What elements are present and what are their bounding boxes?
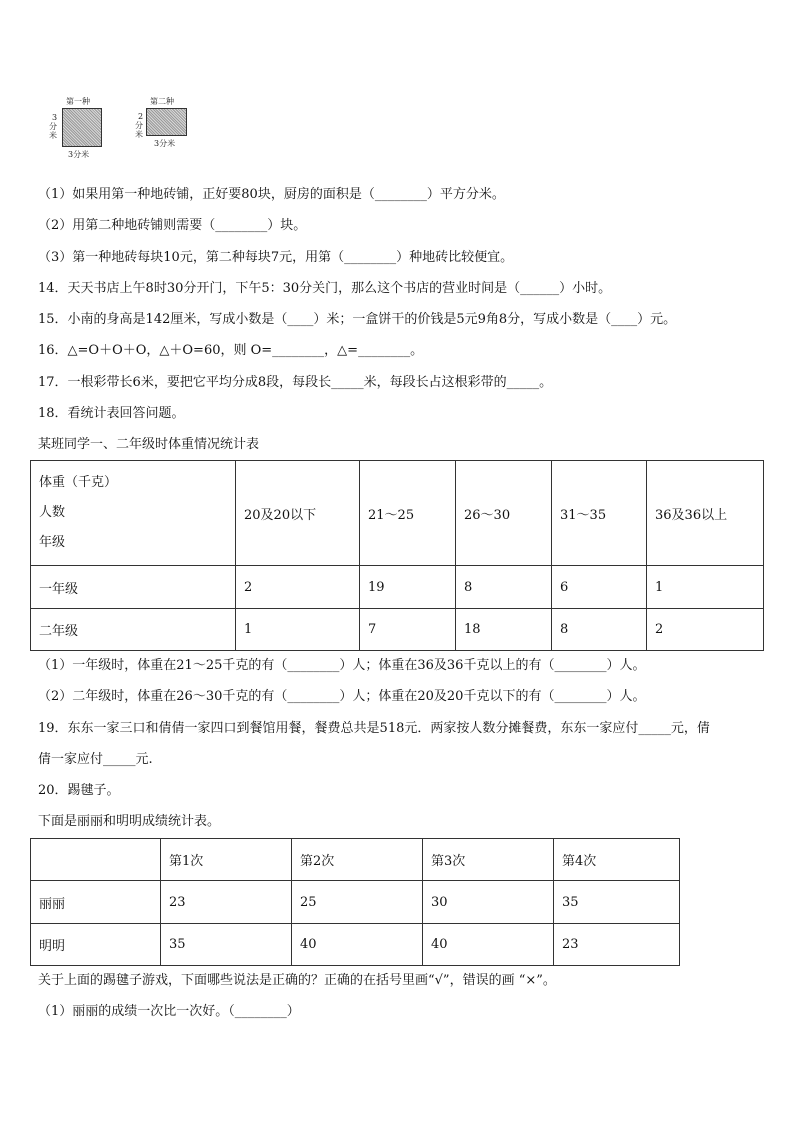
row-label: 一年级: [31, 566, 236, 609]
table-cell: 8: [552, 609, 647, 651]
table-cell: 35: [161, 924, 292, 966]
tile1-side-number: 3: [52, 113, 58, 122]
row-label: 明明: [31, 924, 161, 966]
q13-part3: （3）第一种地砖每块10元，第二种每块7元，用第（________）种地砖比较便宜。: [38, 250, 514, 265]
q13-part2: （2）用第二种地砖铺则需要（________）块。: [38, 218, 307, 233]
table-row: [31, 566, 764, 609]
shuttlecock-corner: [31, 839, 161, 881]
weight-table: [30, 460, 764, 651]
table-cell: 2: [236, 566, 360, 609]
table-row: [31, 881, 680, 924]
weight-table-corner: [31, 461, 236, 566]
q20: 20．踢毽子。: [38, 783, 120, 798]
table-cell: 1: [236, 609, 360, 651]
table-cell: 8: [456, 566, 552, 609]
table-cell: 18: [456, 609, 552, 651]
table-cell: 2: [647, 609, 764, 651]
q18-part2: （2）二年级时，体重在26～30千克的有（________）人；体重在20及20千克以下的有（________）人。: [38, 689, 646, 704]
column-header: 第4次: [554, 839, 680, 881]
column-header: 第1次: [161, 839, 292, 881]
table-cell: 35: [554, 881, 680, 924]
table-cell: 40: [292, 924, 423, 966]
table-cell: 25: [292, 881, 423, 924]
column-header: 31～35: [552, 461, 647, 566]
q20-part1: （1）丽丽的成绩一次比一次好。（________）: [38, 1004, 300, 1019]
tile1-bottom-label: 3分米: [68, 150, 90, 159]
tile1-side-unit: 分米: [49, 122, 57, 140]
q18-table-title: 某班同学一、二年级时体重情况统计表: [38, 437, 260, 452]
row-label: 二年级: [31, 609, 236, 651]
table-cell: 40: [423, 924, 554, 966]
q19-line1: 19．东东一家三口和倩倩一家四口到餐馆用餐，餐费总共是518元．两家按人数分摊餐费，东东一家应付_____元，倩: [38, 721, 710, 736]
q15: 15．小南的身高是142厘米，写成小数是（____）米；一盒饼干的价钱是5元9角8分，写成小数是（____）元。: [38, 312, 677, 327]
q20-table-title: 下面是丽丽和明明成绩统计表。: [38, 814, 221, 829]
tile2-bottom-label: 3分米: [154, 139, 176, 148]
column-header: 26～30: [456, 461, 552, 566]
q17: 17．一根彩带长6米，要把它平均分成8段，每段长_____米，每段长占这根彩带的_____。: [38, 375, 553, 390]
q20-instruction: 关于上面的踢毽子游戏，下面哪些说法是正确的？正确的在括号里画“√”，错误的画 “×”。: [38, 973, 556, 988]
q18-part1: （1）一年级时，体重在21～25千克的有（________）人；体重在36及36千克以上的有（________）人。: [38, 658, 646, 673]
tile1-title: 第一种: [66, 97, 90, 106]
table-cell: 23: [554, 924, 680, 966]
table-cell: 6: [552, 566, 647, 609]
corner-grade: 年级: [39, 535, 66, 550]
column-header: 36及36以上: [647, 461, 764, 566]
q14: 14．天天书店上午8时30分开门，下午5：30分关门，那么这个书店的营业时间是（______）小时。: [38, 281, 612, 296]
table-cell: 1: [647, 566, 764, 609]
table-cell: 30: [423, 881, 554, 924]
table-cell: 23: [161, 881, 292, 924]
table-cell: 7: [360, 609, 456, 651]
q18: 18．看统计表回答问题。: [38, 406, 185, 421]
tile2-side-unit: 分米: [135, 121, 143, 139]
tile1-square: [62, 108, 102, 147]
weight-table-header-row: [31, 461, 764, 566]
q13-part1: （1）如果用第一种地砖铺，正好要80块，厨房的面积是（________）平方分米。: [38, 187, 505, 202]
table-cell: 19: [360, 566, 456, 609]
column-header: 20及20以下: [236, 461, 360, 566]
corner-count: 人数: [39, 505, 66, 520]
q16: 16．△=O＋O＋O，△＋O=60，则 O=________，△=________。: [38, 343, 424, 358]
column-header: 21～25: [360, 461, 456, 566]
q19-line2: 倩一家应付_____元.: [38, 752, 153, 767]
column-header: 第2次: [292, 839, 423, 881]
tile2-rectangle: [146, 108, 187, 136]
shuttlecock-table: [30, 838, 680, 966]
table-row: [31, 924, 680, 966]
tile2-title: 第二种: [150, 97, 174, 106]
shuttlecock-header-row: [31, 839, 680, 881]
table-row: [31, 609, 764, 651]
row-label: 丽丽: [31, 881, 161, 924]
corner-weight: 体重（千克）: [39, 475, 118, 490]
column-header: 第3次: [423, 839, 554, 881]
tile2-side-number: 2: [138, 112, 144, 121]
